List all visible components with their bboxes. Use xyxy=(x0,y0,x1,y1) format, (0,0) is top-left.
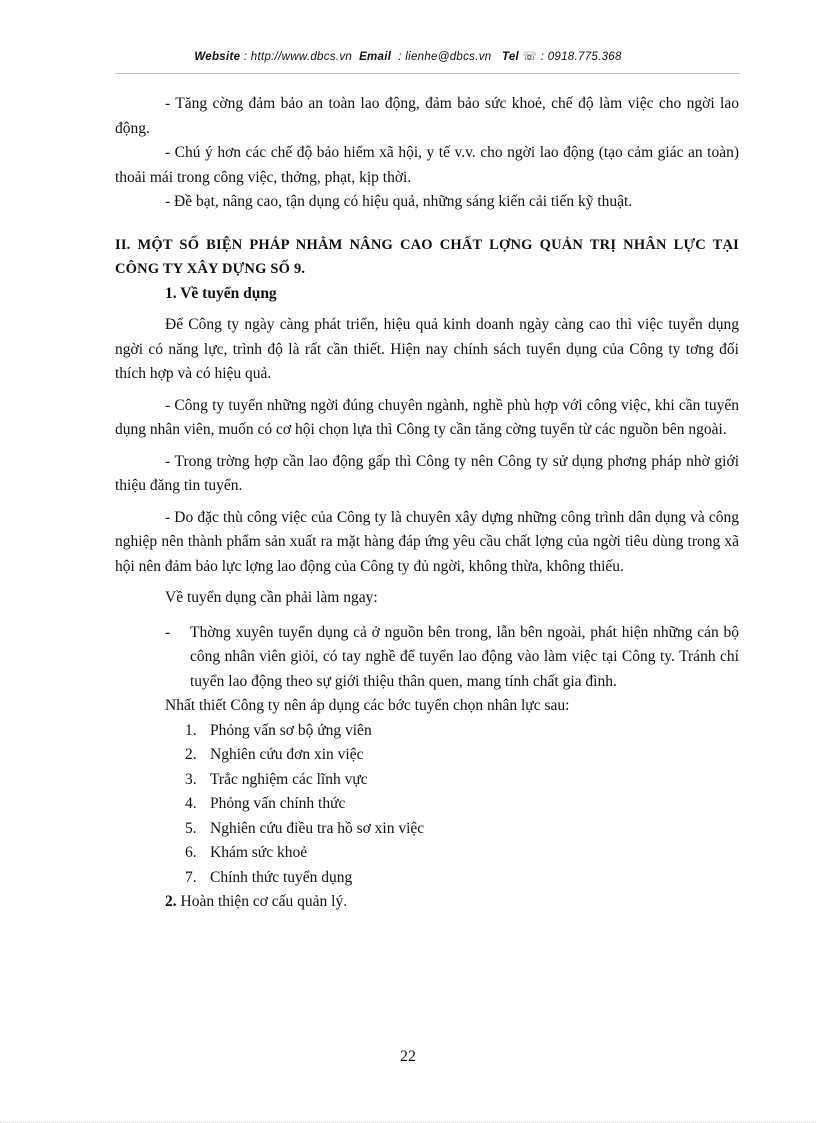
step-number: 3. xyxy=(185,770,197,788)
step-text: Chính thức tuyển dụng xyxy=(210,868,353,886)
list-item xyxy=(115,768,739,793)
subheading-management-text: Hoàn thiện cơ cấu quản lý. xyxy=(176,893,348,910)
steps-intro: Nhất thiết Công ty nên áp dụng các bớc tuyển chọn nhân lực sau: xyxy=(165,697,570,714)
list-item xyxy=(115,866,739,891)
list-item xyxy=(115,841,739,866)
paragraph-specialty: - Công ty tuyển những ngời đúng chuyên ngành, nghề phù hợp với công việc, khi cần tuyển dụng nhân viên, muốn có cơ hội chọn lựa thì Công ty cần tăng cờng tuyển từ các nguồn bên ngoài. xyxy=(115,396,739,438)
step-number: 4. xyxy=(185,795,197,812)
subheading-management xyxy=(115,890,739,915)
list-item xyxy=(115,792,739,817)
page-number: 22 xyxy=(400,1048,416,1065)
step-text: Nghiên cứu điều tra hồ sơ xin việc xyxy=(210,819,425,837)
steps-list xyxy=(115,719,739,891)
bullet-dash: - xyxy=(165,623,171,641)
paragraph-urgent: - Trong trờng hợp cần lao động gấp thì Công ty nên Công ty sử dụng phơng pháp nhờ giới thiệu đăng tin tuyển. xyxy=(115,452,739,494)
list-item xyxy=(115,743,739,768)
step-text: Phỏng vấn chính thức xyxy=(210,795,346,812)
paragraph-insurance: - Chú ý hơn các chế độ bảo hiểm xã hội, y tế v.v. cho ngời lao động (tạo cảm giác an toàn) thoải mái trong công việc, thởng, phạt, kịp thời. xyxy=(115,144,739,186)
email-value: : lienhe@dbcs.vn xyxy=(398,51,492,63)
section-heading: II. MỘT SỐ BIỆN PHÁP NHẰM NÂNG CAO CHẤT LỢNG QUẢN TRỊ NHÂN LỰC TẠI CÔNG TY XÂY DỰNG SỐ 9. xyxy=(115,236,739,277)
step-text: Khám sức khoẻ xyxy=(210,844,308,861)
list-item xyxy=(115,817,739,842)
tel-value: : 0918.775.368 xyxy=(540,51,622,63)
step-text: Trắc nghiệm các lĩnh vực xyxy=(210,770,368,788)
step-number: 2. xyxy=(185,746,197,763)
email-label: Email xyxy=(359,51,392,63)
step-number: 1. xyxy=(185,721,197,739)
step-text: Nghiên cứu đơn xin việc xyxy=(210,746,364,763)
header-divider xyxy=(115,73,740,74)
step-text: Phỏng vấn sơ bộ ứng viên xyxy=(210,721,372,739)
paragraph-safety: - Tăng cờng đảm bảo an toàn lao động, đảm bảo sức khoẻ, chế độ làm việc cho ngời lao động. xyxy=(115,95,739,137)
website-value: : http://www.dbcs.vn xyxy=(243,51,353,63)
bullet-item xyxy=(115,621,739,695)
step-number: 5. xyxy=(185,819,197,837)
bullet-text: Thờng xuyên tuyển dụng cả ở nguồn bên trong, lẫn bên ngoài, phát hiện những cán bộ công nhân viên giỏi, có tay nghề để tuyển lao động vào làm việc tại Công ty. Tránh chỉ tuyển lao động theo sự giới thiệu thân quen, mang tính chất gia đình. xyxy=(190,623,739,690)
step-number: 7. xyxy=(185,868,197,886)
step-number: 6. xyxy=(185,844,197,861)
document-body xyxy=(115,92,739,915)
list-item xyxy=(115,719,739,744)
subheading-recruitment: 1. Về tuyển dụng xyxy=(165,284,277,302)
phone-icon: ☏ xyxy=(522,51,538,63)
page-header xyxy=(0,49,816,63)
paragraph-intro: Để Công ty ngày càng phát triển, hiệu quả kinh doanh ngày càng cao thì việc tuyển dụng ngời có năng lực, trình độ là rất cần thiết. Hiện nay chính sách tuyển dụng của Công ty tơng đối thích hợp và có hiệu quả. xyxy=(115,316,739,382)
subheading-management-number: 2. xyxy=(165,893,177,910)
paragraph-characteristics: - Do đặc thù công việc của Công ty là chuyên xây dựng những công trình dân dụng và công nghiệp nên thành phẩm sản xuất ra mặt hàng đáp ứng yêu cầu chất lợng của ngời tiêu dùng trong xã hội nên đảm bảo lực lợng lao động của Công ty đủ ngời, không thừa, không thiếu. xyxy=(115,508,739,575)
paragraph-promotion: - Đề bạt, nâng cao, tận dụng có hiệu quả, những sáng kiến cải tiến kỹ thuật. xyxy=(165,193,633,210)
tel-label: Tel xyxy=(501,51,520,63)
website-label: Website xyxy=(194,51,241,63)
paragraph-todo: Về tuyển dụng cần phải làm ngay: xyxy=(165,589,378,606)
